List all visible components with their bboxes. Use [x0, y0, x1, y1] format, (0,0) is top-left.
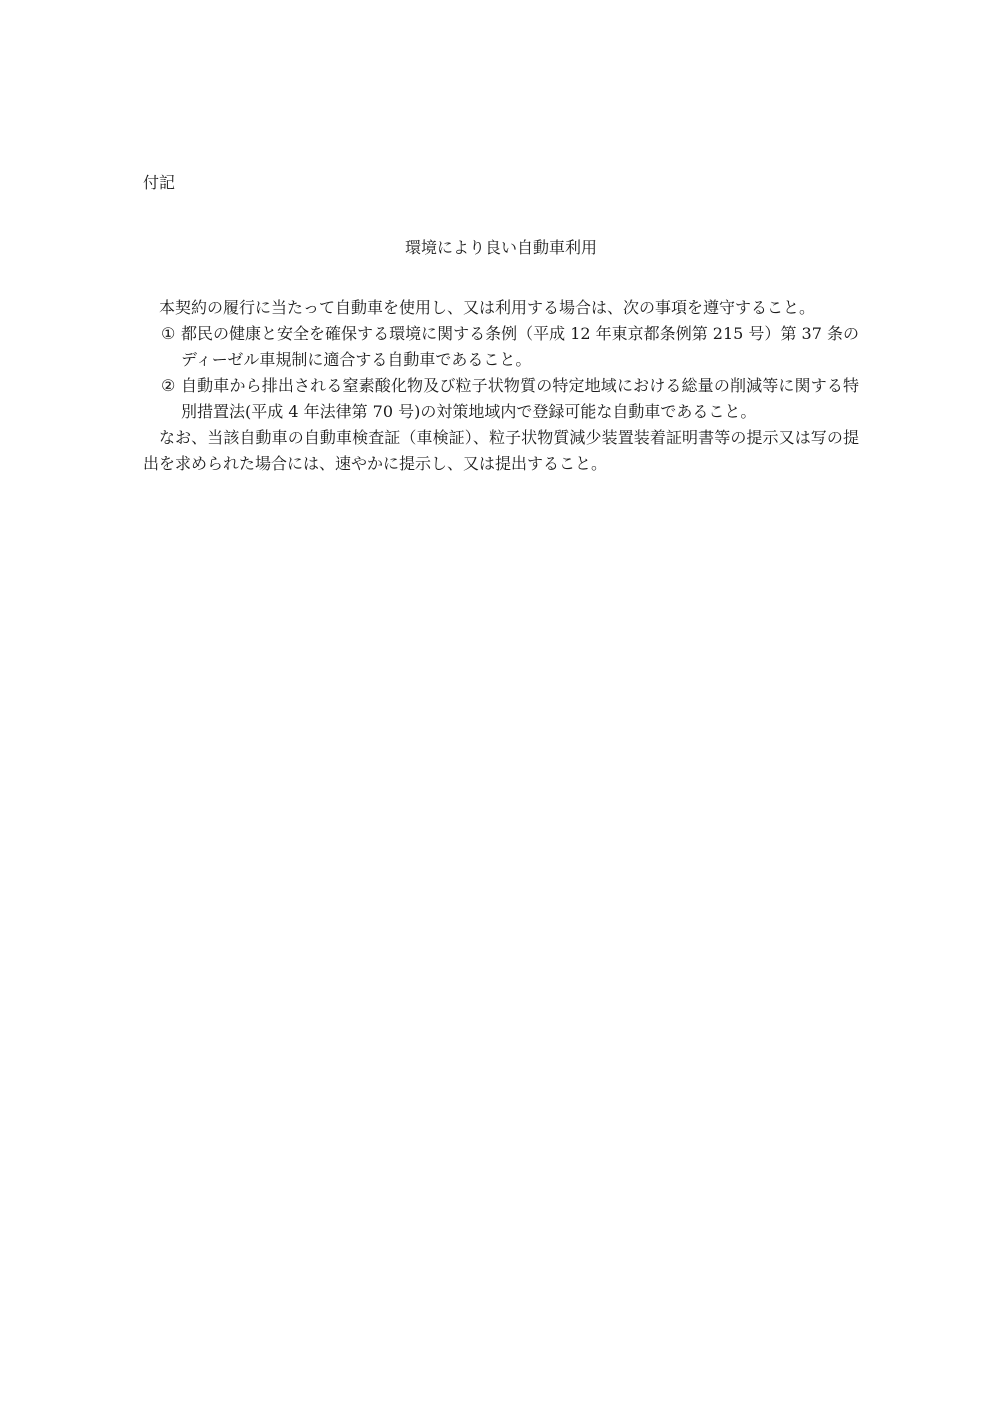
document-body	[143, 170, 859, 477]
intro-paragraph: 本契約の履行に当たって自動車を使用し、又は利用する場合は、次の事項を遵守すること。	[159, 298, 816, 317]
list-item-number: ①	[161, 324, 176, 343]
list-item	[143, 373, 859, 425]
document-title: 環境により良い自動車利用	[404, 238, 597, 257]
appendix-label: 付記	[143, 173, 176, 192]
list-item-text: 自動車から排出される窒素酸化物及び粒子状物質の特定地域における総量の削減等に関する特別措置法(平成 4 年法律第 70 号)の対策地域内で登録可能な自動車であること。	[181, 376, 859, 421]
list-item	[143, 321, 859, 373]
note-paragraph: なお、当該自動車の自動車検査証（車検証）、粒子状物質減少装置装着証明書等の提示又は写の提出を求められた場合には、速やかに提示し、又は提出すること。	[143, 428, 859, 473]
list-item-text: 都民の健康と安全を確保する環境に関する条例（平成 12 年東京都条例第 215 号）第 37 条のディーゼル車規制に適合する自動車であること。	[181, 324, 859, 369]
list-item-number: ②	[161, 376, 176, 395]
